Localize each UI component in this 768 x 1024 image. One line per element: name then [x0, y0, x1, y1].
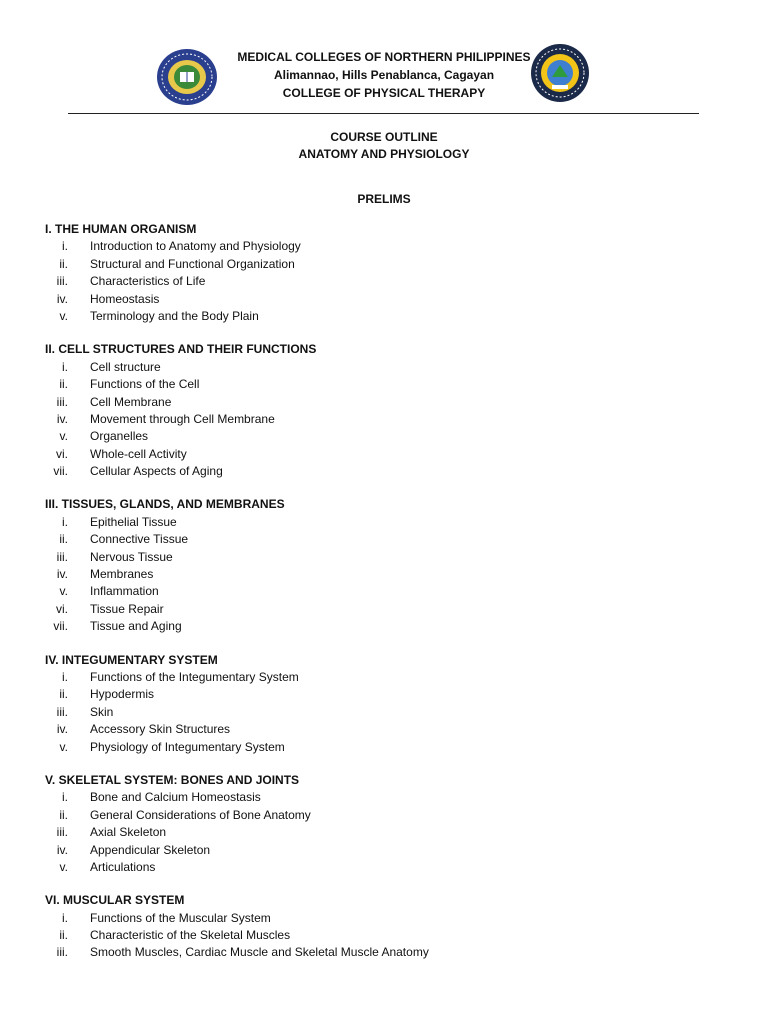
item-text: Functions of the Integumentary System [90, 669, 299, 684]
item-text: Accessory Skin Structures [90, 722, 231, 737]
outline-item [45, 514, 725, 531]
item-numeral: vi. [56, 601, 68, 616]
item-numeral: ii. [59, 377, 68, 392]
outline-item [45, 394, 725, 411]
outline-item [45, 566, 725, 583]
outline-item [45, 842, 725, 859]
item-numeral: iii. [56, 945, 68, 960]
outline-item [45, 291, 725, 308]
outline-section [45, 892, 725, 962]
item-numeral: i. [62, 239, 68, 254]
item-text: Organelles [90, 429, 149, 444]
outline-item [45, 273, 725, 290]
document-header [200, 48, 568, 102]
item-numeral: ii. [59, 687, 68, 702]
item-text: Cell structure [90, 359, 161, 374]
item-text: Cell Membrane [90, 394, 172, 409]
item-numeral: ii. [59, 928, 68, 943]
institution-address: Alimannao, Hills Penablanca, Cagayan [273, 68, 495, 82]
outline-item [45, 359, 725, 376]
outline-item [45, 686, 725, 703]
outline-item [45, 583, 725, 600]
outline-item [45, 376, 725, 393]
institution-name: MEDICAL COLLEGES OF NORTHERN PHILIPPINES [237, 50, 531, 64]
item-numeral: v. [59, 859, 68, 874]
item-numeral: iii. [56, 704, 68, 719]
outline-item [45, 944, 725, 961]
term-heading: PRELIMS [357, 192, 411, 206]
outline-item [45, 549, 725, 566]
item-text: Whole-cell Activity [90, 446, 187, 461]
item-text: Articulations [90, 859, 156, 874]
item-numeral: i. [62, 910, 68, 925]
outline-section [45, 772, 725, 876]
item-numeral: iii. [56, 825, 68, 840]
item-text: Hypodermis [90, 687, 155, 702]
section-title: VI. MUSCULAR SYSTEM [45, 893, 185, 908]
item-text: Terminology and the Body Plain [90, 308, 259, 323]
item-text: Axial Skeleton [90, 825, 167, 840]
item-numeral: iv. [56, 722, 68, 737]
outline-item [45, 721, 725, 738]
course-outline-heading: COURSE OUTLINE [330, 130, 438, 144]
item-text: Functions of the Cell [90, 377, 200, 392]
college-name: COLLEGE OF PHYSICAL THERAPY [282, 86, 486, 100]
item-numeral: v. [59, 429, 68, 444]
outline-item [45, 463, 725, 480]
item-text: Physiology of Integumentary System [90, 739, 285, 754]
outline-item [45, 824, 725, 841]
item-text: Characteristics of Life [90, 274, 206, 289]
item-text: Structural and Functional Organization [90, 256, 295, 271]
outline-item [45, 256, 725, 273]
outline-item [45, 601, 725, 618]
item-numeral: iii. [56, 274, 68, 289]
item-numeral: vi. [56, 446, 68, 461]
outline-item [45, 446, 725, 463]
section-title: IV. INTEGUMENTARY SYSTEM [45, 652, 218, 667]
item-text: General Considerations of Bone Anatomy [90, 807, 311, 822]
item-numeral: i. [62, 359, 68, 374]
item-numeral: vii. [53, 464, 68, 479]
item-text: Introduction to Anatomy and Physiology [90, 239, 301, 254]
item-numeral: v. [59, 584, 68, 599]
outline-item [45, 704, 725, 721]
item-numeral: i. [62, 669, 68, 684]
item-numeral: ii. [59, 532, 68, 547]
outline-item [45, 807, 725, 824]
item-text: Epithelial Tissue [90, 514, 177, 529]
outline-item [45, 618, 725, 635]
outline-section [45, 221, 725, 325]
item-text: Cellular Aspects of Aging [90, 464, 223, 479]
item-text: Membranes [90, 567, 154, 582]
header-divider [68, 113, 699, 114]
outline-item [45, 308, 725, 325]
course-subject: ANATOMY AND PHYSIOLOGY [298, 147, 470, 161]
section-title: I. THE HUMAN ORGANISM [45, 222, 197, 236]
item-numeral: iii. [56, 549, 68, 564]
item-numeral: iv. [56, 842, 68, 857]
outline-item [45, 428, 725, 445]
item-text: Tissue Repair [90, 601, 164, 616]
item-numeral: i. [62, 514, 68, 529]
item-numeral: vii. [53, 619, 68, 634]
item-text: Homeostasis [90, 291, 160, 306]
outline-section [45, 341, 725, 480]
outline-section [45, 652, 725, 756]
item-numeral: iv. [56, 291, 68, 306]
item-text: Inflammation [90, 584, 159, 599]
outline-item [45, 669, 725, 686]
item-text: Smooth Muscles, Cardiac Muscle and Skeletal Muscle Anatomy [90, 945, 429, 960]
outline-item [45, 411, 725, 428]
item-numeral: iii. [56, 394, 68, 409]
item-text: Functions of the Muscular System [90, 910, 271, 925]
outline-item [45, 531, 725, 548]
item-numeral: ii. [59, 256, 68, 271]
item-numeral: i. [62, 790, 68, 805]
item-numeral: ii. [59, 807, 68, 822]
item-text: Appendicular Skeleton [90, 842, 211, 857]
outline-item [45, 927, 725, 944]
item-numeral: iv. [56, 567, 68, 582]
item-text: Skin [90, 704, 114, 719]
item-text: Nervous Tissue [90, 549, 173, 564]
outline-item [45, 789, 725, 806]
item-numeral: iv. [56, 411, 68, 426]
section-title: V. SKELETAL SYSTEM: BONES AND JOINTS [45, 772, 300, 787]
outline-item [45, 238, 725, 255]
outline-section [45, 496, 725, 635]
item-text: Characteristic of the Skeletal Muscles [90, 928, 291, 943]
item-text: Connective Tissue [90, 532, 189, 547]
item-numeral: v. [59, 308, 68, 323]
item-text: Tissue and Aging [90, 619, 182, 634]
item-text: Movement through Cell Membrane [90, 411, 275, 426]
course-title-block [0, 129, 768, 163]
outline-item [45, 910, 725, 927]
course-outline-list [45, 221, 725, 978]
item-numeral: v. [59, 739, 68, 754]
item-text: Bone and Calcium Homeostasis [90, 790, 261, 805]
section-title: II. CELL STRUCTURES AND THEIR FUNCTIONS [45, 342, 317, 357]
section-title: III. TISSUES, GLANDS, AND MEMBRANES [45, 497, 285, 512]
outline-item [45, 739, 725, 756]
outline-item [45, 859, 725, 876]
